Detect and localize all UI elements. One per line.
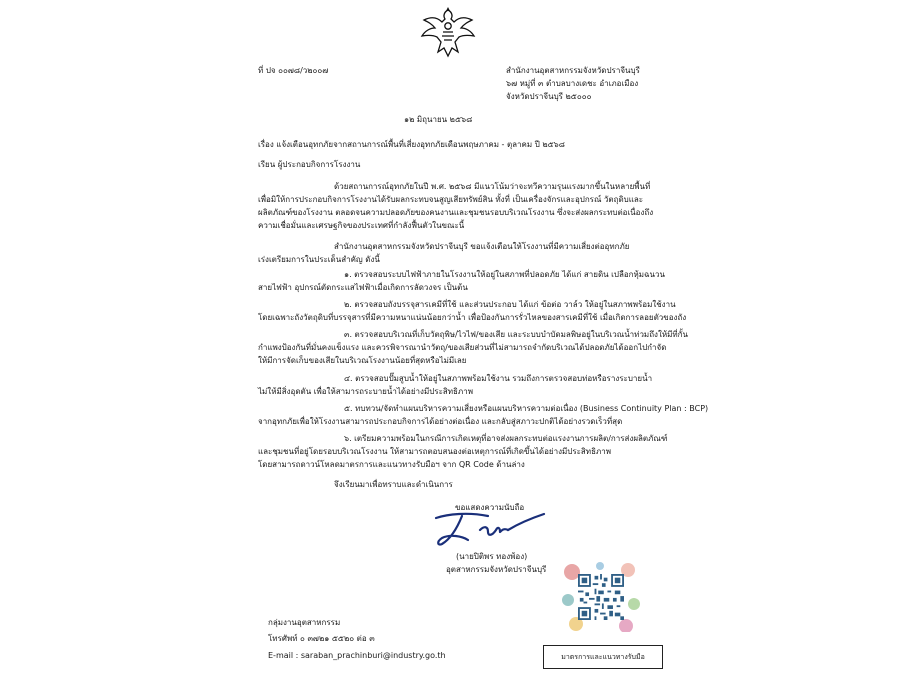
paragraph-2-line-1: สำนักงานอุตสาหกรรมจังหวัดปราจีนบุรี ขอแจ้งเตือนให้โรงงานที่มีความเสี่ยงต่ออุทกภัย [334,242,630,251]
paragraph-2-line-2: เร่งเตรียมการในประเด็นสำคัญ ดังนี้ [258,255,380,264]
item-5-line-1: ๕. ทบทวน/จัดทำแผนบริหารความเสี่ยงหรือแผนบริหารความต่อเนื่อง (Business Continuity Plan : BCP) [344,404,709,413]
garuda-emblem [418,6,478,60]
qr-code-card[interactable] [562,560,640,632]
qr-code[interactable] [578,574,624,620]
item-3-line-2: กำแพงป้องกันที่มั่นคงแข็งแรง และควรพิจารณานำวัตถุ/ของเสียส่วนที่ไม่สามารถจำกัดบริเวณได้ปลอดภัยได้ออกไปกำจัด [258,343,667,352]
letter-date: ๑๒ มิถุนายน ๒๕๖๘ [404,115,473,124]
footer-department: กลุ่มงานอุตสาหกรรม [268,618,341,627]
signatory-name: (นายปิติพร ทองพ้อง) [456,552,528,561]
item-3-line-3: ให้มีการจัดเก็บของเสียในบริเวณโรงงานน้อยที่สุดหรือไม่มีเลย [258,356,467,365]
closing-line: จึงเรียนมาเพื่อทราบและดำเนินการ [334,480,453,489]
item-2-line-1: ๒. ตรวจสอบถังบรรจุสารเคมีที่ใช้ และส่วนประกอบ ได้แก่ ข้อต่อ วาล์ว ให้อยู่ในสภาพพร้อมใช้งาน [344,300,676,309]
sender-address-line-1: ๖๗ หมู่ที่ ๓ ตำบลบางเดชะ อำเภอเมือง [506,79,639,88]
item-1-line-2: สายไฟฟ้า อุปกรณ์ตัดกระแสไฟฟ้าเมื่อเกิดการลัดวงจร เป็นต้น [258,283,468,292]
paragraph-1-line-2: เพื่อมิให้การประกอบกิจการโรงงานได้รับผลกระทบจนสูญเสียทรัพย์สิน ทั้งที่ เป็นเครื่องจักรและอุปกรณ์ วัตถุดิบและ [258,195,644,204]
item-6-line-2: และชุมชนที่อยู่โดยรอบบริเวณโรงงาน ให้สามารถตอบสนองต่อเหตุการณ์ที่เกิดขึ้นได้อย่างมีประสิทธิภาพ [258,447,611,456]
item-5-line-2: จากอุทกภัยเพื่อให้โรงงานสามารถประกอบกิจการได้อย่างต่อเนื่อง และกลับสู่สภาวะปกติได้อย่างรวดเร็วที่สุด [258,417,623,426]
item-6-line-1: ๖. เตรียมความพร้อมในกรณีการเกิดเหตุที่อาจส่งผลกระทบต่อแรงงานการผลิต/การส่งผลิตภัณฑ์ [344,434,668,443]
paragraph-1-line-1: ด้วยสถานการณ์อุทกภัยในปี พ.ศ. ๒๕๖๘ มีแนวโน้มว่าจะทวีความรุนแรงมากขึ้นในหลายพื้นที่ [334,182,651,191]
paragraph-1-line-3: ผลิตภัณฑ์ของโรงงาน ตลอดจนความปลอดภัยของคนงานและชุมชนรอบบริเวณโรงงาน ซึ่งจะส่งผลกระทบต่อเนื่องถึง [258,208,654,217]
item-6-line-3: โดยสามารถดาวน์โหลดมาตรการและแนวทางรับมือฯ จาก QR Code ด้านล่าง [258,460,525,469]
sender-office: สำนักงานอุตสาหกรรมจังหวัดปราจีนบุรี [506,66,640,75]
footer-email[interactable]: E-mail : saraban_prachinburi@industry.go.th [268,651,446,660]
salutation-line: เรียน ผู้ประกอบกิจการโรงงาน [258,160,361,169]
paragraph-1-line-4: ความเชื่อมั่นและเศรษฐกิจของประเทศที่กำลังฟื้นตัวในขณะนี้ [258,221,465,230]
item-2-line-2: โดยเฉพาะถังวัตถุดิบที่บรรจุสารที่มีความหนาแน่นน้อยกว่าน้ำ เพื่อป้องกันการรั่วไหลของสารเคมีที่ใช้ เมื่อเกิดการลอยตัวของถัง [258,313,687,322]
item-4-line-1: ๔. ตรวจสอบปั๊มสูบน้ำให้อยู่ในสภาพพร้อมใช้งาน รวมถึงการตรวจสอบท่อหรือรางระบายน้ำ [344,374,653,383]
signature-regards: ขอแสดงความนับถือ [455,503,525,512]
item-3-line-1: ๓. ตรวจสอบบริเวณที่เก็บวัตถุพิษ/ไวไฟ/ของเสีย และระบบบำบัดมลพิษอยู่ในบริเวณน้ำท่วมถึงให้มีที่กั้น [344,330,688,339]
footer-phone: โทรศัพท์ ๐ ๓๗๒๑ ๕๕๒๐ ต่อ ๓ [268,634,375,643]
signatory-position: อุตสาหกรรมจังหวัดปราจีนบุรี [446,565,547,574]
qr-caption-box: มาตรการและแนวทางรับมือ [543,645,663,669]
document-number: ที่ ปจ ๐๐๗๘/ว๒๐๐๗ [258,66,329,75]
item-4-line-2: ไม่ให้มีสิ่งอุดตัน เพื่อให้สามารถระบายน้ำได้อย่างมีประสิทธิภาพ [258,387,473,396]
handwritten-signature [428,508,548,552]
sender-address-line-2: จังหวัดปราจีนบุรี ๒๕๐๐๐ [506,92,592,101]
subject-line: เรื่อง แจ้งเตือนอุทกภัยจากสถานการณ์พื้นที่เสี่ยงอุทกภัยเดือนพฤษภาคม - ตุลาคม ปี ๒๕๖๘ [258,140,565,149]
item-1-line-1: ๑. ตรวจสอบระบบไฟฟ้าภายในโรงงานให้อยู่ในสภาพที่ปลอดภัย ได้แก่ สายดิน เปลือกหุ้มฉนวน [344,270,665,279]
